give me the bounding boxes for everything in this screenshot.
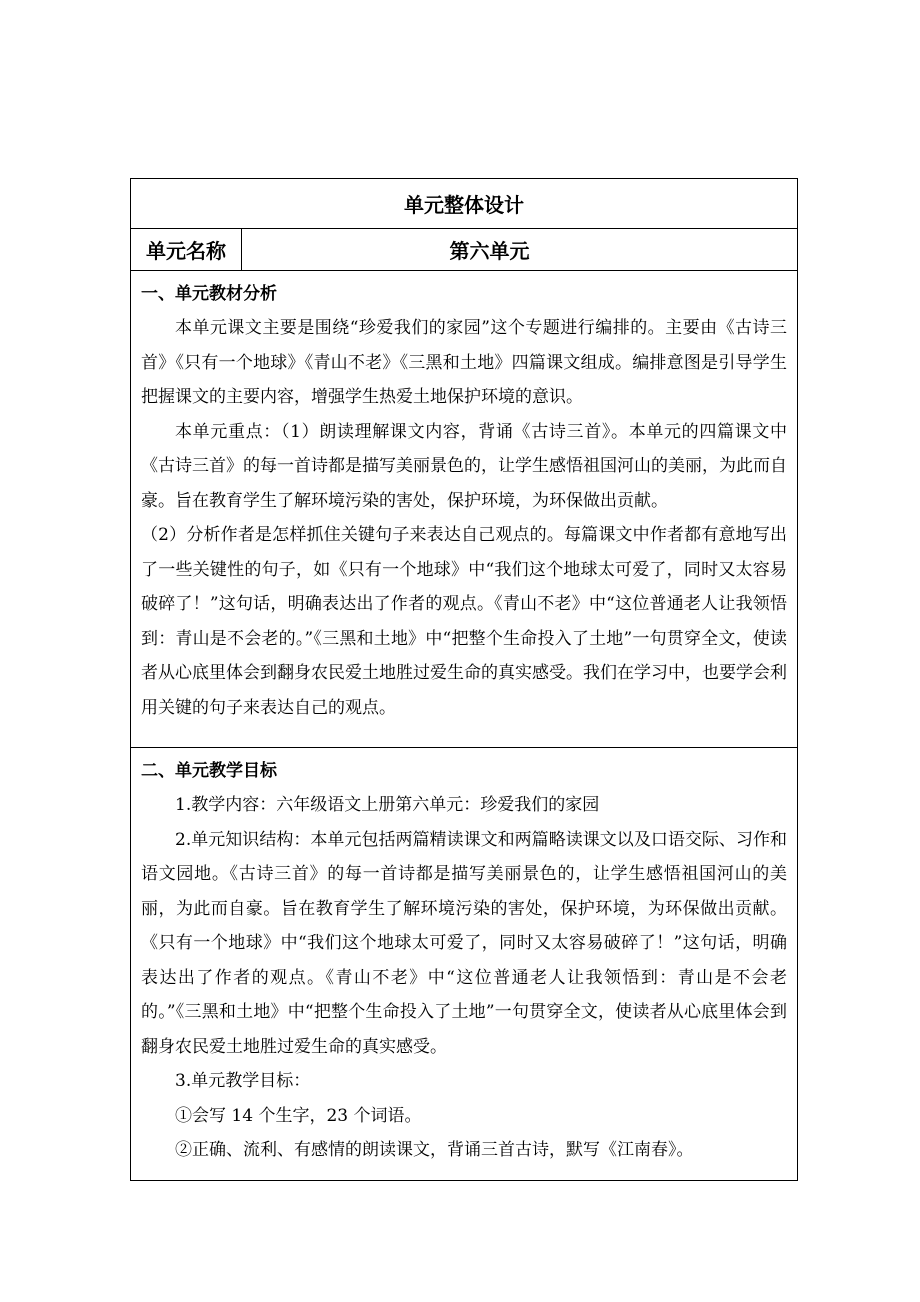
paragraph: 3.单元教学目标： xyxy=(175,1071,311,1091)
section-material-analysis xyxy=(131,271,797,748)
section-teaching-goals xyxy=(131,748,797,1180)
unit-name-value: 第六单元 xyxy=(449,239,530,263)
paragraph: ①会写 14 个生字，23 个词语。 xyxy=(175,1105,422,1126)
paragraph: （2）分析作者是怎样抓住关键句子来表达自己观点的。每篇课文中作者都有意地写出了一些关键性的句子，如《只有一个地球》中“我们这个地球太可爱了，同时又太容易破碎了！”这句话，明确表达出了作者的观点。《青山不老》中“这位普通老人让我领悟到：青山是不会老的。”《三黑和土地》中“把整个生命投入了土地”一句贯穿全文，使读者从心底里体会到翻身农民爱土地胜过爱生命的真实感受。我们在学习中，也要学会利用关键的句子来表达自己的观点。 xyxy=(141,525,787,718)
unit-design-table xyxy=(130,178,798,1181)
paragraph: 本单元课文主要是围绕“珍爱我们的家园”这个专题进行编排的。主要由《古诗三首》《只有一个地球》《青山不老》《三黑和土地》四篇课文组成。编排意图是引导学生把握课文的主要内容，增强学生热爱土地保护环境的意识。 xyxy=(141,318,787,407)
table-title-text: 单元整体设计 xyxy=(404,193,524,217)
table-title xyxy=(131,179,797,229)
section-heading: 二、单元教学目标 xyxy=(141,761,277,781)
unit-name-row xyxy=(131,229,797,271)
paragraph: 本单元重点：（1）朗读理解课文内容，背诵《古诗三首》。本单元的四篇课文中《古诗三首》的每一首诗都是描写美丽景色的，让学生感悟祖国河山的美丽，为此而自豪。旨在教育学生了解环境污染的害处，保护环境，为环保做出贡献。 xyxy=(141,421,787,511)
paragraph: 2.单元知识结构：本单元包括两篇精读课文和两篇略读课文以及口语交际、习作和语文园地。《古诗三首》的每一首诗都是描写美丽景色的，让学生感悟祖国河山的美丽，为此而自豪。旨在教育学生了解环境污染的害处，保护环境，为环保做出贡献。《只有一个地球》中“我们这个地球太可爱了，同时又太容易破碎了！”这句话，明确表达出了作者的观点。《青山不老》中“这位普通老人让我领悟到：青山是不会老的。”《三黑和土地》中“把整个生命投入了土地”一句贯穿全文，使读者从心底里体会到翻身农民爱土地胜过爱生命的真实感受。 xyxy=(141,829,787,1057)
section-heading: 一、单元教材分析 xyxy=(141,284,277,304)
paragraph: 1.教学内容：六年级语文上册第六单元：珍爱我们的家园 xyxy=(175,795,600,815)
unit-name-label: 单元名称 xyxy=(131,229,242,270)
paragraph: ②正确、流利、有感情的朗读课文，背诵三首古诗，默写《江南春》。 xyxy=(175,1140,694,1160)
